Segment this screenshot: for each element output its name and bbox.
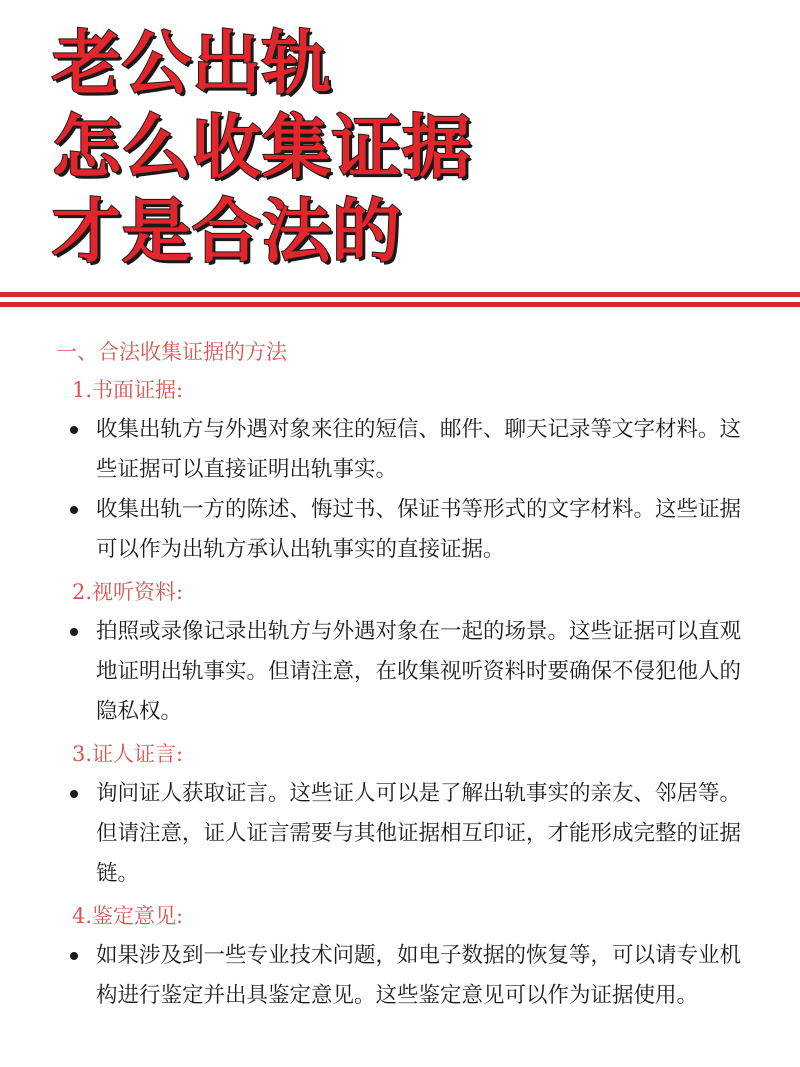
list-item-text: 收集出轨方与外遇对象来往的短信、邮件、聊天记录等文字材料。这些证据可以直接证明出轨事实。 (96, 417, 742, 482)
page-title (52, 22, 472, 274)
list-item (56, 410, 760, 490)
bullet-dot-icon (70, 426, 78, 434)
title-line-3: 才是合法的 (52, 192, 402, 272)
evidence-group-written (56, 372, 776, 570)
list-item (56, 936, 760, 1016)
list-item (56, 490, 760, 570)
group-heading: 4.鉴定意见: (72, 904, 184, 928)
bullet-list (56, 936, 776, 1016)
evidence-group-appraisal (56, 898, 776, 1016)
bullet-dot-icon (70, 628, 78, 636)
bullet-dot-icon (70, 952, 78, 960)
title-line-2: 怎么收集证据 (52, 108, 472, 188)
bullet-list (56, 612, 776, 732)
list-item-text: 收集出轨一方的陈述、悔过书、保证书等形式的文字材料。这些证据可以作为出轨方承认出轨事实的直接证据。 (96, 497, 742, 562)
list-item-text: 拍照或录像记录出轨方与外遇对象在一起的场景。这些证据可以直观地证明出轨事实。但请注意，在收集视听资料时要确保不侵犯他人的隐私权。 (96, 619, 742, 724)
bullet-dot-icon (70, 790, 78, 798)
group-heading: 1.书面证据: (72, 378, 184, 402)
list-item (56, 774, 760, 894)
bullet-dot-icon (70, 506, 78, 514)
group-heading: 2.视听资料: (72, 580, 184, 604)
article-body (56, 336, 776, 1020)
bullet-list (56, 774, 776, 894)
evidence-group-witness (56, 736, 776, 894)
list-item (56, 612, 760, 732)
list-item-text: 询问证人获取证言。这些证人可以是了解出轨事实的亲友、邻居等。但请注意，证人证言需要与其他证据相互印证，才能形成完整的证据链。 (96, 781, 742, 886)
divider-top (0, 292, 800, 297)
title-line-1: 老公出轨 (52, 24, 332, 104)
bullet-list (56, 410, 776, 570)
list-item-text: 如果涉及到一些专业技术问题，如电子数据的恢复等，可以请专业机构进行鉴定并出具鉴定意见。这些鉴定意见可以作为证据使用。 (96, 943, 742, 1008)
divider-bottom (0, 302, 800, 307)
group-heading: 3.证人证言: (72, 742, 184, 766)
evidence-group-audiovisual (56, 574, 776, 732)
section-heading: 一、合法收集证据的方法 (56, 340, 287, 364)
